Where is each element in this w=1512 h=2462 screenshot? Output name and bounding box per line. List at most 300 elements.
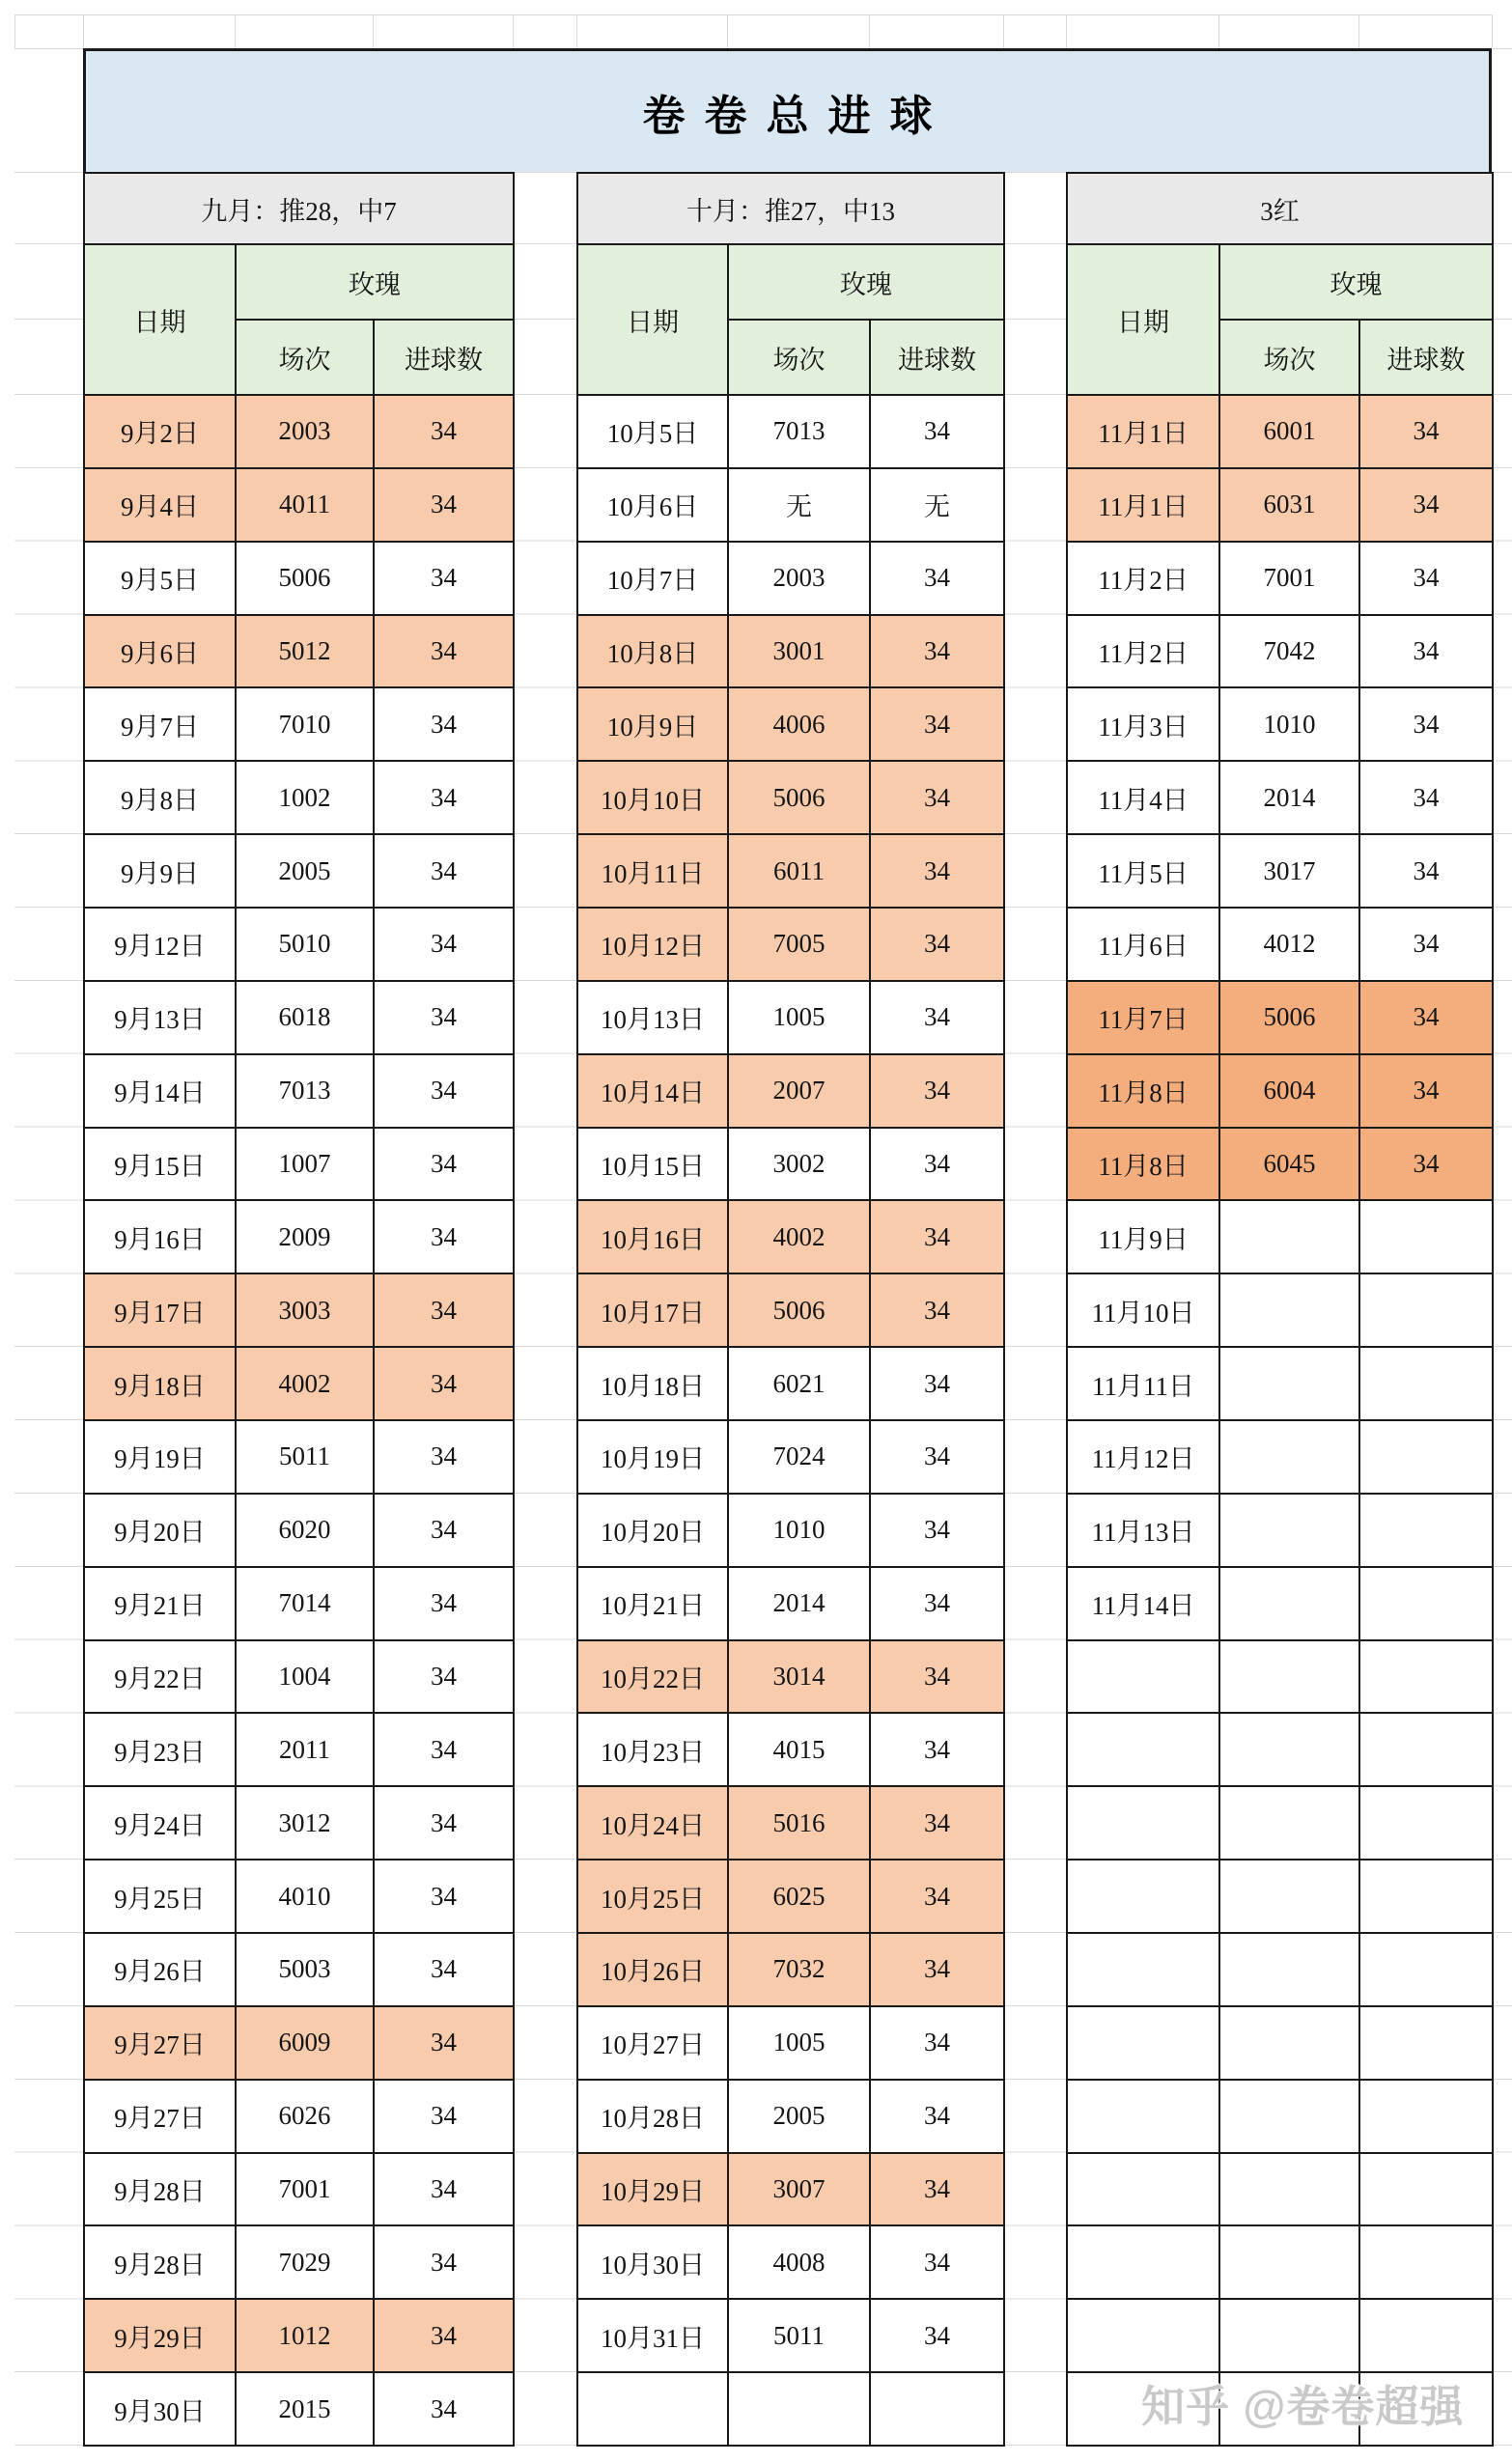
match-cell[interactable]: 3014 [728, 1640, 870, 1714]
match-cell[interactable]: 6011 [728, 834, 870, 908]
month-summary-cell[interactable]: 3红 [1067, 173, 1493, 244]
gridline-strip [1003, 394, 1066, 2447]
match-cell[interactable]: 5006 [236, 542, 374, 615]
date-cell[interactable]: 9月21日 [84, 1567, 236, 1640]
date-cell[interactable]: 9月12日 [84, 908, 236, 981]
goals-cell[interactable]: 34 [870, 761, 1004, 834]
gridline [14, 14, 1492, 15]
goals-cell[interactable]: 34 [1359, 1054, 1493, 1128]
match-cell[interactable]: 1005 [728, 2006, 870, 2080]
match-cell[interactable]: 4015 [728, 1713, 870, 1786]
goals-cell[interactable]: 34 [374, 1420, 514, 1494]
gridline [1003, 172, 1066, 173]
date-cell[interactable]: 9月27日 [84, 2080, 236, 2153]
rose-column-header[interactable]: 玫瑰 [728, 244, 1004, 320]
match-cell[interactable]: 5006 [1219, 981, 1359, 1054]
goals-cell[interactable]: 34 [870, 1713, 1004, 1786]
goals-cell[interactable] [1359, 2299, 1493, 2372]
gridline [1358, 14, 1359, 48]
gridline [373, 14, 374, 48]
goals-cell[interactable]: 34 [870, 1054, 1004, 1128]
goals-cell[interactable]: 34 [374, 395, 514, 468]
match-cell[interactable]: 5012 [236, 615, 374, 688]
match-cell[interactable]: 4006 [728, 687, 870, 761]
gridline-strip [1493, 394, 1512, 2447]
match-cell[interactable]: 7024 [728, 1420, 870, 1494]
month-table-november [1066, 172, 1494, 2447]
date-cell[interactable]: 11月8日 [1067, 1054, 1219, 1128]
date-cell[interactable]: 10月12日 [577, 908, 728, 981]
match-cell[interactable]: 7013 [728, 395, 870, 468]
date-cell[interactable]: 10月24日 [577, 1786, 728, 1860]
date-cell[interactable]: 11月1日 [1067, 468, 1219, 542]
match-cell[interactable] [1219, 2006, 1359, 2080]
date-cell[interactable]: 9月13日 [84, 981, 236, 1054]
date-cell[interactable]: 9月9日 [84, 834, 236, 908]
gridline [1493, 172, 1512, 173]
goals-cell[interactable] [1359, 1713, 1493, 1786]
match-cell[interactable] [1219, 1933, 1359, 2006]
goals-cell[interactable]: 34 [374, 687, 514, 761]
date-cell[interactable]: 9月23日 [84, 1713, 236, 1786]
date-cell[interactable]: 10月19日 [577, 1420, 728, 1494]
goals-cell[interactable]: 34 [870, 1933, 1004, 2006]
match-cell[interactable]: 6021 [728, 1347, 870, 1420]
goals-column-header[interactable]: 进球数 [1359, 320, 1493, 395]
gridline-strip [14, 394, 83, 2447]
match-cell[interactable]: 2009 [236, 1200, 374, 1273]
goals-cell[interactable]: 34 [374, 908, 514, 981]
goals-cell[interactable] [1359, 1200, 1493, 1273]
date-cell[interactable] [577, 2372, 728, 2446]
goals-cell[interactable]: 34 [870, 542, 1004, 615]
date-cell[interactable]: 9月29日 [84, 2299, 236, 2372]
date-cell[interactable]: 11月5日 [1067, 834, 1219, 908]
date-cell[interactable]: 11月1日 [1067, 395, 1219, 468]
date-cell[interactable]: 11月13日 [1067, 1494, 1219, 1567]
goals-column-header[interactable]: 进球数 [374, 320, 514, 395]
date-cell[interactable]: 10月29日 [577, 2153, 728, 2226]
date-cell[interactable] [1067, 1933, 1219, 2006]
goals-cell[interactable] [1359, 1933, 1493, 2006]
gridline [1493, 319, 1512, 320]
date-cell[interactable]: 9月28日 [84, 2225, 236, 2299]
zhihu-watermark: 知乎 @卷卷超强 [1141, 2382, 1465, 2431]
match-cell[interactable]: 5011 [236, 1420, 374, 1494]
match-cell[interactable] [728, 2372, 870, 2446]
match-cell[interactable]: 2015 [236, 2372, 374, 2446]
match-cell[interactable]: 4002 [236, 1347, 374, 1420]
date-cell[interactable]: 10月27日 [577, 2006, 728, 2080]
match-cell[interactable]: 6009 [236, 2006, 374, 2080]
goals-cell[interactable]: 34 [870, 1200, 1004, 1273]
goals-cell[interactable]: 34 [1359, 687, 1493, 761]
date-cell[interactable]: 11月3日 [1067, 687, 1219, 761]
goals-cell[interactable]: 34 [870, 1786, 1004, 1860]
goals-cell[interactable] [1359, 2153, 1493, 2226]
goals-cell[interactable]: 34 [374, 2225, 514, 2299]
date-cell[interactable]: 10月20日 [577, 1494, 728, 1567]
match-cell[interactable] [1219, 2153, 1359, 2226]
date-cell[interactable]: 9月15日 [84, 1128, 236, 1201]
date-cell[interactable]: 10月15日 [577, 1128, 728, 1201]
date-cell[interactable]: 10月18日 [577, 1347, 728, 1420]
goals-cell[interactable]: 34 [1359, 981, 1493, 1054]
date-cell[interactable]: 10月31日 [577, 2299, 728, 2372]
match-cell[interactable]: 2003 [728, 542, 870, 615]
goals-cell[interactable]: 34 [1359, 615, 1493, 688]
date-cell[interactable]: 9月16日 [84, 1200, 236, 1273]
date-column-header[interactable]: 日期 [1067, 244, 1219, 395]
match-cell[interactable]: 7010 [236, 687, 374, 761]
date-cell[interactable]: 9月4日 [84, 468, 236, 542]
gridline [235, 14, 236, 48]
gridline [513, 243, 576, 244]
date-cell[interactable]: 10月13日 [577, 981, 728, 1054]
date-cell[interactable] [1067, 1786, 1219, 1860]
gridline [1003, 319, 1066, 320]
date-cell[interactable]: 11月4日 [1067, 761, 1219, 834]
match-cell[interactable]: 6026 [236, 2080, 374, 2153]
match-cell[interactable] [1219, 2299, 1359, 2372]
match-cell[interactable]: 2014 [1219, 761, 1359, 834]
date-cell[interactable]: 10月21日 [577, 1567, 728, 1640]
goals-cell[interactable]: 34 [374, 542, 514, 615]
goals-cell[interactable]: 34 [870, 1860, 1004, 1933]
date-cell[interactable]: 9月5日 [84, 542, 236, 615]
rose-column-header[interactable]: 玫瑰 [236, 244, 514, 320]
date-cell[interactable]: 9月18日 [84, 1347, 236, 1420]
date-cell[interactable]: 10月25日 [577, 1860, 728, 1933]
date-cell[interactable]: 11月2日 [1067, 542, 1219, 615]
goals-cell[interactable]: 34 [1359, 542, 1493, 615]
goals-cell[interactable] [1359, 1640, 1493, 1714]
date-cell[interactable]: 10月7日 [577, 542, 728, 615]
match-cell[interactable]: 5006 [728, 1273, 870, 1347]
date-cell[interactable]: 11月9日 [1067, 1200, 1219, 1273]
goals-cell[interactable]: 34 [870, 1494, 1004, 1567]
goals-cell[interactable]: 34 [374, 1128, 514, 1201]
match-cell[interactable]: 3017 [1219, 834, 1359, 908]
goals-cell[interactable]: 34 [870, 615, 1004, 688]
gridline [869, 14, 870, 48]
date-cell[interactable]: 9月7日 [84, 687, 236, 761]
month-summary-cell[interactable]: 十月：推27，中13 [577, 173, 1004, 244]
match-column-header[interactable]: 场次 [728, 320, 870, 395]
match-column-header[interactable]: 场次 [1219, 320, 1359, 395]
month-table-october [576, 172, 1005, 2447]
gridline [1003, 243, 1066, 244]
date-cell[interactable]: 9月8日 [84, 761, 236, 834]
date-cell[interactable]: 10月8日 [577, 615, 728, 688]
goals-cell[interactable]: 34 [1359, 908, 1493, 981]
goals-cell[interactable] [1359, 2225, 1493, 2299]
gridline [14, 48, 83, 49]
date-cell[interactable]: 9月26日 [84, 1933, 236, 2006]
goals-cell[interactable]: 34 [1359, 834, 1493, 908]
match-cell[interactable]: 2007 [728, 1054, 870, 1128]
date-cell[interactable]: 10月14日 [577, 1054, 728, 1128]
match-cell[interactable]: 3003 [236, 1273, 374, 1347]
gridline [513, 14, 514, 48]
date-cell[interactable]: 9月19日 [84, 1420, 236, 1494]
match-cell[interactable]: 6001 [1219, 395, 1359, 468]
goals-cell[interactable]: 34 [374, 981, 514, 1054]
date-cell[interactable]: 9月25日 [84, 1860, 236, 1933]
date-cell[interactable]: 10月30日 [577, 2225, 728, 2299]
gridline [513, 319, 576, 320]
match-cell[interactable] [1219, 1860, 1359, 1933]
goals-cell[interactable]: 34 [374, 1567, 514, 1640]
match-cell[interactable] [1219, 1786, 1359, 1860]
match-cell[interactable]: 5006 [728, 761, 870, 834]
date-cell[interactable] [1067, 1713, 1219, 1786]
goals-cell[interactable]: 34 [374, 1494, 514, 1567]
goals-cell[interactable]: 34 [374, 761, 514, 834]
match-cell[interactable]: 1010 [728, 1494, 870, 1567]
date-cell[interactable] [1067, 1860, 1219, 1933]
goals-cell[interactable]: 34 [870, 1128, 1004, 1201]
date-cell[interactable]: 9月28日 [84, 2153, 236, 2226]
match-cell[interactable]: 2014 [728, 1567, 870, 1640]
date-cell[interactable] [1067, 2299, 1219, 2372]
goals-cell[interactable]: 34 [374, 834, 514, 908]
match-cell[interactable]: 7005 [728, 908, 870, 981]
goals-cell[interactable]: 34 [870, 2080, 1004, 2153]
date-cell[interactable]: 9月24日 [84, 1786, 236, 1860]
gridline [14, 14, 15, 48]
match-cell[interactable] [1219, 1200, 1359, 1273]
match-cell[interactable]: 4010 [236, 1860, 374, 1933]
date-column-header[interactable]: 日期 [577, 244, 728, 395]
gridline [14, 319, 83, 320]
goals-cell[interactable]: 34 [374, 1713, 514, 1786]
goals-cell[interactable] [1359, 2080, 1493, 2153]
gridline [1003, 14, 1004, 48]
date-column-header[interactable]: 日期 [84, 244, 236, 395]
goals-cell[interactable]: 34 [374, 1786, 514, 1860]
match-cell[interactable]: 无 [728, 468, 870, 542]
match-cell[interactable]: 7042 [1219, 615, 1359, 688]
goals-cell[interactable]: 34 [374, 1273, 514, 1347]
date-cell[interactable] [1067, 2225, 1219, 2299]
goals-cell[interactable]: 34 [374, 1347, 514, 1420]
goals-cell[interactable]: 34 [374, 2299, 514, 2372]
page-title-text: 卷卷总进球 [642, 92, 952, 140]
goals-cell[interactable] [1359, 2006, 1493, 2080]
match-cell[interactable]: 6025 [728, 1860, 870, 1933]
date-cell[interactable]: 9月20日 [84, 1494, 236, 1567]
match-cell[interactable]: 2005 [728, 2080, 870, 2153]
match-cell[interactable]: 4002 [728, 1200, 870, 1273]
match-cell[interactable] [1219, 1494, 1359, 1567]
date-cell[interactable]: 10月11日 [577, 834, 728, 908]
date-cell[interactable]: 10月17日 [577, 1273, 728, 1347]
goals-cell[interactable]: 34 [870, 908, 1004, 981]
match-cell[interactable]: 1012 [236, 2299, 374, 2372]
gridline [1493, 48, 1512, 49]
match-cell[interactable]: 1007 [236, 1128, 374, 1201]
goals-cell[interactable]: 34 [374, 2006, 514, 2080]
date-cell[interactable]: 9月27日 [84, 2006, 236, 2080]
date-cell[interactable]: 11月12日 [1067, 1420, 1219, 1494]
goals-cell[interactable]: 34 [374, 2080, 514, 2153]
match-cell[interactable]: 5011 [728, 2299, 870, 2372]
date-cell[interactable]: 9月30日 [84, 2372, 236, 2446]
goals-cell[interactable]: 34 [870, 2006, 1004, 2080]
date-cell[interactable]: 9月6日 [84, 615, 236, 688]
goals-cell[interactable] [1359, 1494, 1493, 1567]
month-summary-cell[interactable]: 九月：推28，中7 [84, 173, 514, 244]
match-cell[interactable]: 4011 [236, 468, 374, 542]
date-cell[interactable]: 11月6日 [1067, 908, 1219, 981]
match-cell[interactable] [1219, 2225, 1359, 2299]
date-cell[interactable]: 10月6日 [577, 468, 728, 542]
match-cell[interactable]: 1002 [236, 761, 374, 834]
match-cell[interactable]: 3007 [728, 2153, 870, 2226]
match-cell[interactable]: 7001 [236, 2153, 374, 2226]
date-cell[interactable]: 10月23日 [577, 1713, 728, 1786]
date-cell[interactable]: 11月7日 [1067, 981, 1219, 1054]
goals-cell[interactable]: 34 [870, 2299, 1004, 2372]
match-cell[interactable]: 2003 [236, 395, 374, 468]
date-cell[interactable]: 10月26日 [577, 1933, 728, 2006]
gridline-strip [513, 394, 576, 2447]
match-cell[interactable]: 7029 [236, 2225, 374, 2299]
date-cell[interactable]: 11月2日 [1067, 615, 1219, 688]
goals-cell[interactable]: 34 [1359, 1128, 1493, 1201]
match-cell[interactable]: 6045 [1219, 1128, 1359, 1201]
date-cell[interactable]: 9月2日 [84, 395, 236, 468]
gridline [14, 243, 83, 244]
date-cell[interactable]: 10月28日 [577, 2080, 728, 2153]
goals-cell[interactable]: 34 [1359, 395, 1493, 468]
match-cell[interactable]: 7032 [728, 1933, 870, 2006]
goals-cell[interactable]: 34 [374, 1640, 514, 1714]
goals-cell[interactable]: 34 [374, 1860, 514, 1933]
goals-cell[interactable] [1359, 1567, 1493, 1640]
date-cell[interactable] [1067, 2006, 1219, 2080]
gridline [576, 14, 577, 48]
goals-cell[interactable] [1359, 1420, 1493, 1494]
match-cell[interactable] [1219, 1713, 1359, 1786]
goals-cell[interactable]: 34 [1359, 468, 1493, 542]
match-cell[interactable]: 1010 [1219, 687, 1359, 761]
match-cell[interactable]: 3001 [728, 615, 870, 688]
match-cell[interactable]: 2011 [236, 1713, 374, 1786]
goals-cell[interactable]: 34 [870, 834, 1004, 908]
goals-cell[interactable]: 34 [870, 395, 1004, 468]
date-cell[interactable]: 11月14日 [1067, 1567, 1219, 1640]
match-cell[interactable] [1219, 1420, 1359, 1494]
match-cell[interactable] [1219, 1347, 1359, 1420]
gridline [727, 14, 728, 48]
gridline [513, 172, 576, 173]
date-cell[interactable] [1067, 2153, 1219, 2226]
date-cell[interactable]: 10月9日 [577, 687, 728, 761]
goals-cell[interactable]: 34 [870, 1420, 1004, 1494]
date-cell[interactable]: 10月5日 [577, 395, 728, 468]
goals-cell[interactable]: 34 [870, 2153, 1004, 2226]
page-title[interactable] [83, 48, 1492, 172]
goals-cell[interactable]: 无 [870, 468, 1004, 542]
goals-cell[interactable]: 34 [374, 2372, 514, 2446]
goals-cell[interactable]: 34 [870, 1347, 1004, 1420]
match-column-header[interactable]: 场次 [236, 320, 374, 395]
date-cell[interactable]: 11月11日 [1067, 1347, 1219, 1420]
goals-cell[interactable]: 34 [870, 1567, 1004, 1640]
date-cell[interactable]: 10月22日 [577, 1640, 728, 1714]
date-cell[interactable]: 9月14日 [84, 1054, 236, 1128]
month-table-september [83, 172, 515, 2447]
match-cell[interactable]: 2005 [236, 834, 374, 908]
goals-cell[interactable]: 34 [870, 981, 1004, 1054]
goals-cell[interactable] [1359, 1347, 1493, 1420]
goals-cell[interactable] [1359, 1860, 1493, 1933]
date-cell[interactable]: 9月17日 [84, 1273, 236, 1347]
goals-cell[interactable]: 34 [1359, 761, 1493, 834]
goals-cell[interactable]: 34 [374, 1054, 514, 1128]
match-cell[interactable]: 1004 [236, 1640, 374, 1714]
gridline [83, 14, 84, 48]
gridline [14, 172, 83, 173]
goals-cell[interactable]: 34 [870, 687, 1004, 761]
date-cell[interactable]: 9月22日 [84, 1640, 236, 1714]
match-cell[interactable] [1219, 1640, 1359, 1714]
match-cell[interactable]: 4012 [1219, 908, 1359, 981]
rose-column-header[interactable]: 玫瑰 [1219, 244, 1493, 320]
date-cell[interactable]: 10月10日 [577, 761, 728, 834]
goals-cell[interactable]: 34 [870, 2225, 1004, 2299]
goals-column-header[interactable]: 进球数 [870, 320, 1004, 395]
match-cell[interactable]: 5016 [728, 1786, 870, 1860]
gridline [1493, 243, 1512, 244]
goals-cell[interactable]: 34 [374, 2153, 514, 2226]
goals-cell[interactable]: 34 [374, 1200, 514, 1273]
match-cell[interactable]: 7013 [236, 1054, 374, 1128]
date-cell[interactable] [1067, 1640, 1219, 1714]
goals-cell[interactable]: 34 [870, 1640, 1004, 1714]
match-cell[interactable]: 3012 [236, 1786, 374, 1860]
match-cell[interactable] [1219, 1567, 1359, 1640]
date-cell[interactable]: 10月16日 [577, 1200, 728, 1273]
match-cell[interactable]: 6031 [1219, 468, 1359, 542]
match-cell[interactable] [1219, 1273, 1359, 1347]
goals-cell[interactable]: 34 [374, 1933, 514, 2006]
match-cell[interactable]: 6018 [236, 981, 374, 1054]
goals-cell[interactable]: 34 [374, 615, 514, 688]
match-cell[interactable]: 6020 [236, 1494, 374, 1567]
match-cell[interactable] [1219, 2080, 1359, 2153]
match-cell[interactable]: 3002 [728, 1128, 870, 1201]
match-cell[interactable]: 1005 [728, 981, 870, 1054]
gridline [1066, 14, 1067, 48]
goals-cell[interactable]: 34 [374, 468, 514, 542]
match-cell[interactable]: 4008 [728, 2225, 870, 2299]
match-cell[interactable]: 7014 [236, 1567, 374, 1640]
goals-cell[interactable]: 34 [870, 1273, 1004, 1347]
match-cell[interactable]: 5010 [236, 908, 374, 981]
date-cell[interactable]: 11月10日 [1067, 1273, 1219, 1347]
match-cell[interactable]: 6004 [1219, 1054, 1359, 1128]
date-cell[interactable]: 11月8日 [1067, 1128, 1219, 1201]
goals-cell[interactable] [870, 2372, 1004, 2446]
goals-cell[interactable] [1359, 1273, 1493, 1347]
match-cell[interactable]: 5003 [236, 1933, 374, 2006]
date-cell[interactable] [1067, 2080, 1219, 2153]
goals-cell[interactable] [1359, 1786, 1493, 1860]
match-cell[interactable]: 7001 [1219, 542, 1359, 615]
